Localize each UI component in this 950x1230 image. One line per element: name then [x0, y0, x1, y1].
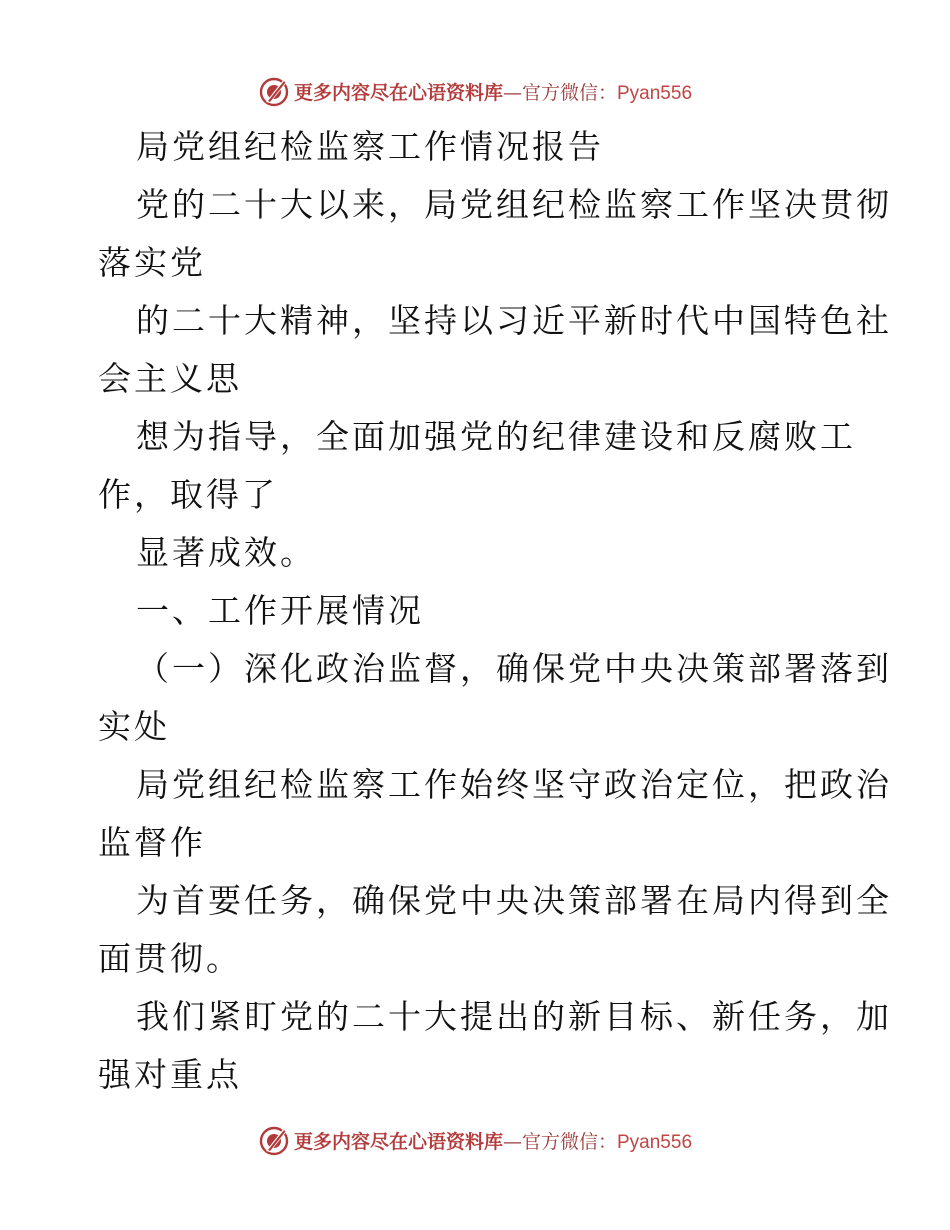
text-line: 我们紧盯党的二十大提出的新目标、新任务，加 [136, 997, 892, 1036]
text-line: 会主义思 [98, 359, 242, 398]
watermark-official-label: 官方微信： [521, 1130, 617, 1153]
quill-logo-icon [258, 75, 290, 107]
document-body [98, 118, 892, 1104]
text-line: 局党组纪检监察工作始终坚守政治定位，把政治 [136, 765, 892, 804]
watermark-official-label: 官方微信： [521, 81, 617, 104]
text-line: 显著成效。 [136, 533, 316, 572]
text-line: （一）深化政治监督，确保党中央决策部署落到 [136, 649, 892, 688]
watermark-main-text: 更多内容尽在心语资料库 [293, 1130, 503, 1153]
text-line: 监督作 [98, 823, 206, 862]
header-watermark [0, 73, 950, 109]
text-line: 党的二十大以来，局党组纪检监察工作坚决贯彻 [136, 185, 892, 224]
text-line: 局党组纪检监察工作情况报告 [136, 127, 604, 166]
watermark-wechat-id: Pyan556 [617, 82, 693, 104]
text-line: 作，取得了 [98, 475, 278, 514]
text-line: 的二十大精神，坚持以习近平新时代中国特色社 [136, 301, 892, 340]
text-line: 强对重点 [98, 1055, 242, 1094]
watermark-main-text: 更多内容尽在心语资料库 [293, 81, 503, 104]
watermark-wechat-id: Pyan556 [617, 1131, 693, 1153]
quill-logo-icon [258, 1124, 290, 1156]
watermark-dash: — [502, 81, 522, 104]
footer-watermark [0, 1122, 950, 1158]
text-line: 想为指导，全面加强党的纪律建设和反腐败工 [136, 417, 856, 456]
text-line: 一、工作开展情况 [136, 591, 424, 630]
watermark-dash: — [502, 1130, 522, 1153]
text-line: 落实党 [98, 243, 206, 282]
text-line: 为首要任务，确保党中央决策部署在局内得到全 [136, 881, 892, 920]
text-line: 实处 [98, 707, 170, 746]
text-line: 面贯彻。 [98, 939, 242, 978]
